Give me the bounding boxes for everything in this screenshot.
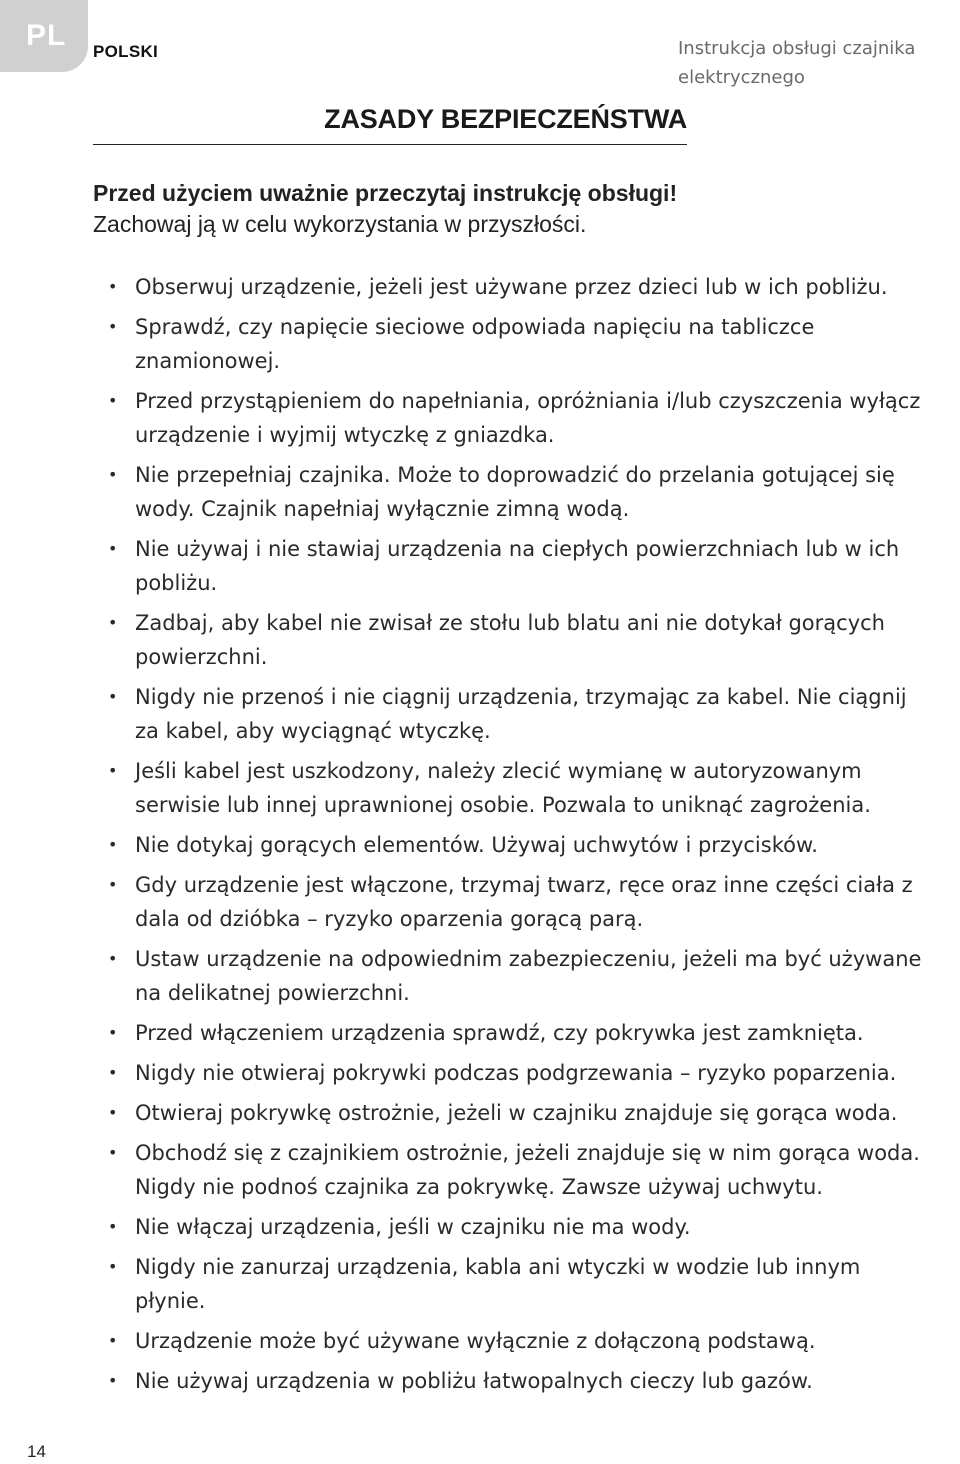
rule-text: Przed włączeniem urządzenia sprawdź, czy pokrywka jest zamknięta.	[135, 1021, 864, 1045]
bullet-icon: •	[108, 761, 118, 780]
rule-text: Zadbaj, aby kabel nie zwisał ze stołu lub blatu ani nie dotykał gorących powierzchni.	[135, 611, 885, 669]
rule-text: Gdy urządzenie jest włączone, trzymaj twarz, ręce oraz inne części ciała z dala od dzióbka – ryzyko oparzenia gorącą parą.	[135, 873, 913, 931]
bullet-icon: •	[108, 949, 118, 968]
language-name: POLSKI	[93, 42, 159, 61]
bullet-icon: •	[108, 1023, 118, 1042]
bullet-icon: •	[108, 1257, 118, 1276]
safety-rules-list	[108, 270, 928, 1404]
bullet-icon: •	[108, 317, 118, 336]
rule-text: Nie używaj urządzenia w pobliżu łatwopalnych cieczy lub gazów.	[135, 1369, 813, 1393]
list-item	[108, 606, 928, 674]
section-title: ZASADY BEZPIECZEŃSTWA	[324, 104, 687, 134]
list-item	[108, 270, 928, 304]
list-item	[108, 680, 928, 748]
bullet-icon: •	[108, 1103, 118, 1122]
bullet-icon: •	[108, 687, 118, 706]
rule-text: Nie przepełniaj czajnika. Może to doprowadzić do przelania gotującej się wody. Czajnik napełniaj wyłącznie zimną wodą.	[135, 463, 895, 521]
bullet-icon: •	[108, 835, 118, 854]
language-tab: PL	[0, 0, 88, 72]
intro-warning: Przed użyciem uważnie przeczytaj instrukcję obsługi!	[93, 180, 678, 206]
list-item	[108, 1324, 928, 1358]
list-item	[108, 384, 928, 452]
list-item	[108, 1364, 928, 1398]
bullet-icon: •	[108, 465, 118, 484]
bullet-icon: •	[108, 391, 118, 410]
document-subtitle: Instrukcja obsługi czajnika elektrycznego	[678, 38, 916, 88]
rule-text: Nigdy nie zanurzaj urządzenia, kabla ani wtyczki w wodzie lub innym płynie.	[135, 1255, 861, 1313]
rule-text: Urządzenie może być używane wyłącznie z dołączoną podstawą.	[135, 1329, 816, 1353]
rule-text: Jeśli kabel jest uszkodzony, należy zlecić wymianę w autoryzowanym serwisie lub innej uprawnionej osobie. Pozwala to uniknąć zagrożenia.	[135, 759, 871, 817]
list-item	[108, 828, 928, 862]
bullet-icon: •	[108, 1143, 118, 1162]
list-item	[108, 1136, 928, 1204]
bullet-icon: •	[108, 277, 118, 296]
rule-text: Ustaw urządzenie na odpowiednim zabezpieczeniu, jeżeli ma być używane na delikatnej powierzchni.	[135, 947, 922, 1005]
rule-text: Nie dotykaj gorących elementów. Używaj uchwytów i przycisków.	[135, 833, 818, 857]
title-divider	[93, 144, 687, 145]
intro-note: Zachowaj ją w celu wykorzystania w przyszłości.	[93, 211, 587, 237]
list-item	[108, 310, 928, 378]
rule-text: Nigdy nie otwieraj pokrywki podczas podgrzewania – ryzyko poparzenia.	[135, 1061, 897, 1085]
rule-text: Nie włączaj urządzenia, jeśli w czajniku nie ma wody.	[135, 1215, 691, 1239]
list-item	[108, 1096, 928, 1130]
rule-text: Otwieraj pokrywkę ostrożnie, jeżeli w czajniku znajduje się gorąca woda.	[135, 1101, 898, 1125]
list-item	[108, 1016, 928, 1050]
rule-text: Nigdy nie przenoś i nie ciągnij urządzenia, trzymając za kabel. Nie ciągnij za kabel, aby wyciągnąć wtyczkę.	[135, 685, 907, 743]
intro-block	[93, 178, 913, 240]
list-item	[108, 458, 928, 526]
list-item	[108, 532, 928, 600]
bullet-icon: •	[108, 1063, 118, 1082]
bullet-icon: •	[108, 875, 118, 894]
list-item	[108, 942, 928, 1010]
page-number: 14	[27, 1442, 46, 1461]
list-item	[108, 1250, 928, 1318]
list-item	[108, 754, 928, 822]
bullet-icon: •	[108, 1371, 118, 1390]
rule-text: Sprawdź, czy napięcie sieciowe odpowiada napięciu na tabliczce znamionowej.	[135, 315, 815, 373]
rule-text: Przed przystąpieniem do napełniania, opróżniania i/lub czyszczenia wyłącz urządzenie i wyjmij wtyczkę z gniazdka.	[135, 389, 921, 447]
rule-text: Obchodź się z czajnikiem ostrożnie, jeżeli znajduje się w nim gorąca woda. Nigdy nie podnoś czajnika za pokrywkę. Zawsze używaj uchwytu.	[135, 1141, 920, 1199]
list-item	[108, 868, 928, 936]
bullet-icon: •	[108, 1331, 118, 1350]
rule-text: Obserwuj urządzenie, jeżeli jest używane przez dzieci lub w ich pobliżu.	[135, 275, 888, 299]
bullet-icon: •	[108, 613, 118, 632]
list-item	[108, 1056, 928, 1090]
bullet-icon: •	[108, 539, 118, 558]
list-item	[108, 1210, 928, 1244]
bullet-icon: •	[108, 1217, 118, 1236]
rule-text: Nie używaj i nie stawiaj urządzenia na ciepłych powierzchniach lub w ich pobliżu.	[135, 537, 900, 595]
